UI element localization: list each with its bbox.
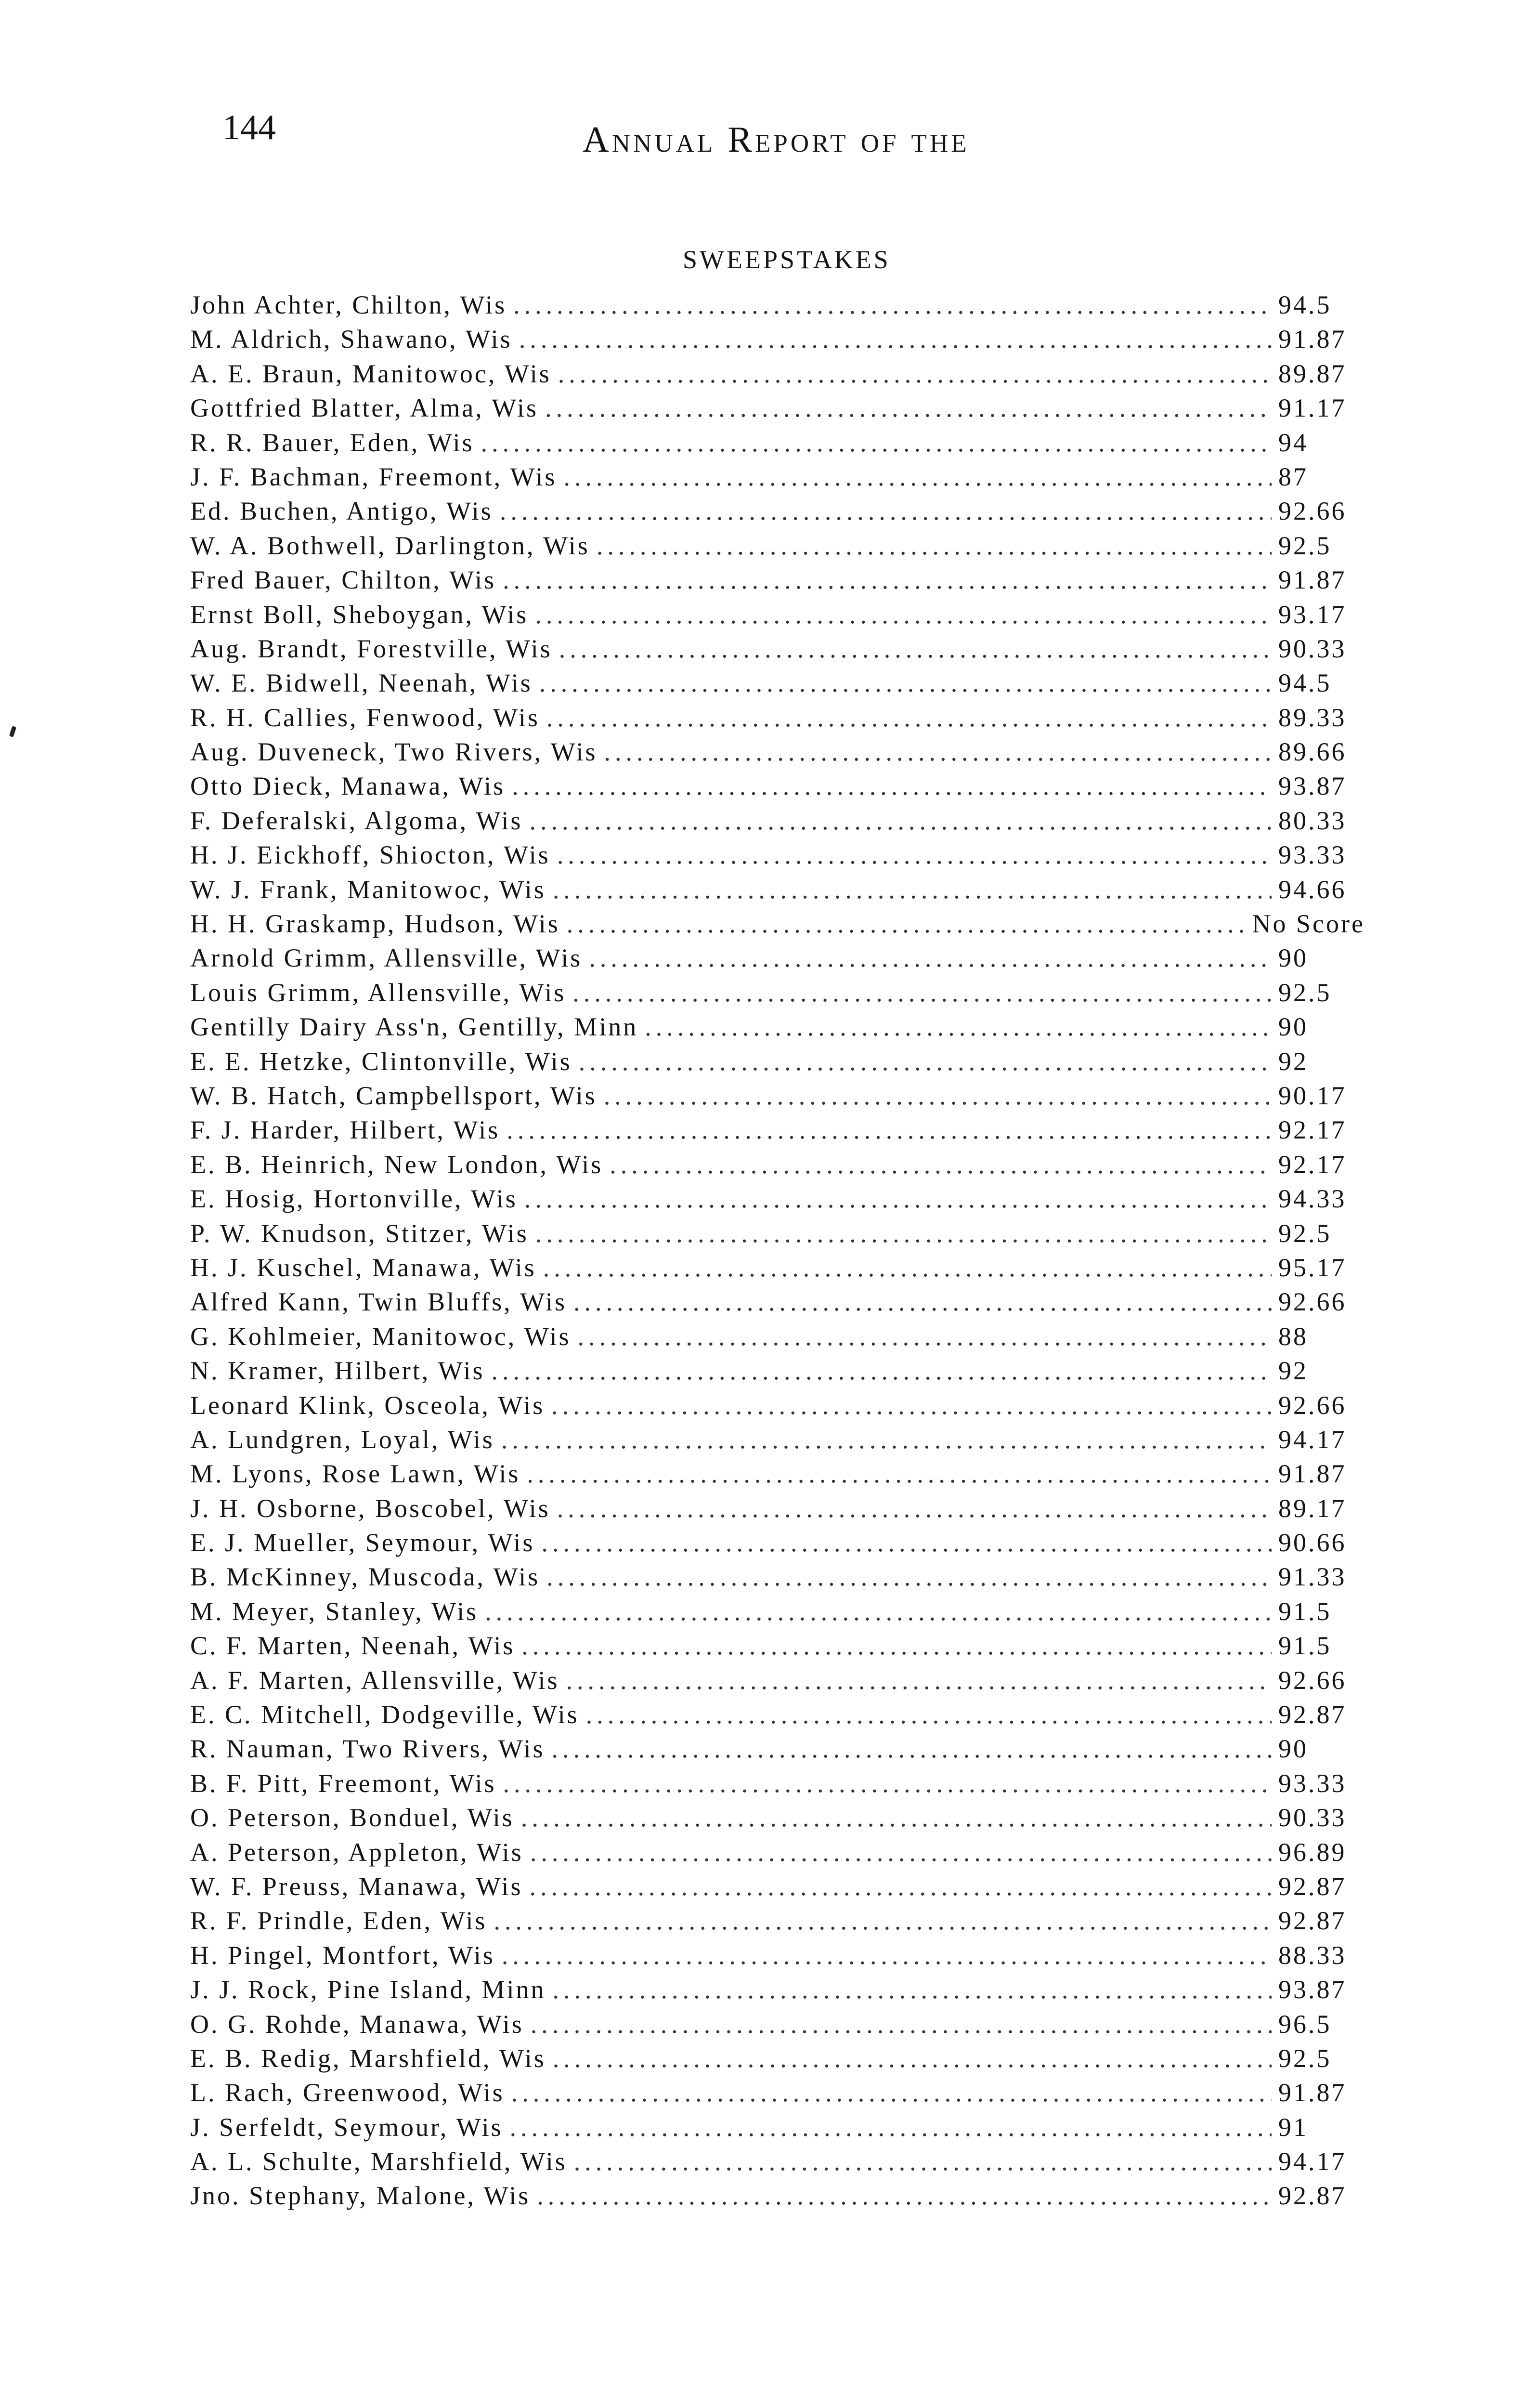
entry-name: L. Rach, Greenwood, Wis — [190, 2078, 505, 2107]
list-item — [190, 2078, 1365, 2112]
entry-name: H. Pingel, Montfort, Wis — [190, 1940, 495, 1970]
dot-leader — [597, 531, 1272, 561]
entry-name: W. J. Frank, Manitowoc, Wis — [190, 875, 546, 904]
dot-leader — [521, 1803, 1272, 1832]
entry-name: M. Meyer, Stanley, Wis — [190, 1597, 479, 1626]
dot-leader — [529, 806, 1272, 836]
dot-leader — [557, 840, 1272, 870]
dot-leader — [527, 1459, 1272, 1489]
list-item — [190, 1700, 1365, 1734]
entry-name: E. E. Hetzke, Clintonville, Wis — [190, 1047, 572, 1076]
entry-score: 90.33 — [1278, 1803, 1347, 1832]
list-item — [190, 1287, 1365, 1321]
entry-name: Aug. Brandt, Forestville, Wis — [190, 634, 552, 663]
entry-name: P. W. Knudson, Stitzer, Wis — [190, 1218, 529, 1248]
entry-name: M. Lyons, Rose Lawn, Wis — [190, 1459, 520, 1489]
entry-score: 92.87 — [1278, 2181, 1347, 2211]
entry-score: 91 — [1278, 2112, 1308, 2142]
list-item — [190, 1150, 1365, 1184]
dot-leader — [645, 1012, 1272, 1042]
dot-leader — [552, 1734, 1272, 1764]
list-item — [190, 1734, 1365, 1768]
dot-leader — [503, 565, 1272, 595]
entry-name: John Achter, Chilton, Wis — [190, 290, 507, 319]
entry-name: F. J. Harder, Hilbert, Wis — [190, 1115, 500, 1145]
list-item — [190, 1665, 1365, 1700]
list-item — [190, 1012, 1365, 1046]
dot-leader — [492, 1356, 1272, 1386]
dot-leader — [510, 2112, 1272, 2142]
entry-name: A. L. Schulte, Marshfield, Wis — [190, 2147, 567, 2176]
list-item — [190, 1356, 1365, 1390]
entry-name: Alfred Kann, Twin Bluffs, Wis — [190, 1287, 567, 1317]
list-item — [190, 1837, 1365, 1871]
entry-score: 94.5 — [1278, 290, 1332, 319]
list-item — [190, 1322, 1365, 1356]
dot-leader — [553, 1975, 1272, 2004]
entry-name: Arnold Grimm, Allensville, Wis — [190, 943, 583, 973]
entry-name: J. H. Osborne, Boscobel, Wis — [190, 1493, 550, 1523]
entry-name: Jno. Stephany, Malone, Wis — [190, 2181, 531, 2211]
dot-leader — [553, 875, 1272, 904]
dot-leader — [543, 1253, 1272, 1283]
entry-score: 92.66 — [1278, 1287, 1347, 1317]
dot-leader — [500, 496, 1272, 526]
list-item — [190, 909, 1365, 943]
list-item — [190, 324, 1365, 358]
dot-leader — [485, 1597, 1272, 1626]
entry-name: Gottfried Blatter, Alma, Wis — [190, 393, 539, 423]
page-number: 144 — [222, 108, 276, 147]
entry-score: 94.66 — [1278, 875, 1347, 904]
entry-name: E. B. Heinrich, New London, Wis — [190, 1150, 603, 1179]
entry-score: 92 — [1278, 1047, 1308, 1076]
entry-name: F. Deferalski, Algoma, Wis — [190, 806, 523, 835]
entry-name: Louis Grimm, Allensville, Wis — [190, 978, 566, 1007]
entry-score: 91.5 — [1278, 1631, 1332, 1661]
entry-score: 90 — [1278, 943, 1308, 973]
entry-score: 91.17 — [1278, 393, 1347, 423]
entry-name: Aug. Duveneck, Two Rivers, Wis — [190, 737, 598, 767]
entry-name: R. H. Callies, Fenwood, Wis — [190, 703, 540, 732]
list-item — [190, 1218, 1365, 1253]
entry-score: 88.33 — [1278, 1940, 1347, 1970]
list-item — [190, 1081, 1365, 1115]
dot-leader — [535, 1218, 1272, 1248]
dot-leader — [610, 1150, 1272, 1179]
dot-leader — [521, 1631, 1272, 1661]
entry-name: W. B. Hatch, Campbellsport, Wis — [190, 1081, 597, 1110]
entry-name: W. F. Preuss, Manawa, Wis — [190, 1871, 523, 1901]
list-item — [190, 290, 1365, 324]
dot-leader — [545, 393, 1272, 423]
entry-name: A. Lundgren, Loyal, Wis — [190, 1425, 494, 1454]
dot-leader — [537, 2181, 1272, 2211]
entry-name: J. F. Bachman, Freemont, Wis — [190, 462, 557, 491]
entry-score: 94 — [1278, 428, 1308, 457]
entry-name: J. Serfeldt, Seymour, Wis — [190, 2112, 503, 2142]
entry-name: H. H. Graskamp, Hudson, Wis — [190, 909, 560, 939]
entry-name: Otto Dieck, Manawa, Wis — [190, 772, 506, 801]
entry-name: O. Peterson, Bonduel, Wis — [190, 1803, 514, 1832]
dot-leader — [579, 1047, 1272, 1076]
list-item — [190, 1493, 1365, 1528]
entry-name: Leonard Klink, Osceola, Wis — [190, 1390, 545, 1420]
dot-leader — [546, 703, 1272, 733]
entry-score: 92.17 — [1278, 1115, 1347, 1145]
entry-score: 93.33 — [1278, 1768, 1347, 1798]
entry-score: 93.87 — [1278, 772, 1347, 801]
entry-score: 92.87 — [1278, 1871, 1347, 1901]
entry-score: 91.33 — [1278, 1562, 1347, 1592]
entry-score: 92 — [1278, 1356, 1308, 1386]
entry-score: 89.33 — [1278, 703, 1347, 732]
list-item — [190, 1597, 1365, 1631]
entry-score: 92.66 — [1278, 1665, 1347, 1695]
entry-name: A. F. Marten, Allensville, Wis — [190, 1665, 559, 1695]
entry-score: 89.87 — [1278, 359, 1347, 388]
dot-leader — [558, 359, 1272, 389]
dot-leader — [566, 1665, 1272, 1695]
entry-score: 91.5 — [1278, 1597, 1332, 1626]
list-item — [190, 393, 1365, 427]
section-title: SWEEPSTAKES — [683, 245, 891, 274]
entry-name: M. Aldrich, Shawano, Wis — [190, 325, 512, 354]
entry-score: 91.87 — [1278, 565, 1347, 595]
dot-leader — [531, 2009, 1272, 2039]
dot-leader — [481, 428, 1272, 458]
dot-leader — [586, 1700, 1272, 1729]
dot-leader — [519, 324, 1272, 354]
list-item — [190, 1253, 1365, 1287]
list-item — [190, 2112, 1365, 2146]
dot-leader — [557, 1493, 1272, 1523]
list-item — [190, 806, 1365, 840]
entry-score: 90.66 — [1278, 1528, 1347, 1557]
entry-name: R. R. Bauer, Eden, Wis — [190, 428, 474, 457]
dot-leader — [530, 1837, 1272, 1867]
list-item — [190, 2146, 1365, 2181]
sweepstakes-list — [190, 290, 1365, 2215]
entry-name: B. F. Pitt, Freemont, Wis — [190, 1768, 496, 1798]
entry-name: A. Peterson, Appleton, Wis — [190, 1837, 523, 1867]
entry-score: 94.5 — [1278, 668, 1332, 698]
entry-score: 92.5 — [1278, 978, 1332, 1007]
entry-score: 90.33 — [1278, 634, 1347, 663]
list-item — [190, 1528, 1365, 1562]
list-item — [190, 462, 1365, 496]
dot-leader — [503, 1768, 1272, 1798]
entry-score: 93.17 — [1278, 600, 1347, 629]
list-item — [190, 1631, 1365, 1665]
entry-name: J. J. Rock, Pine Island, Minn — [190, 1975, 546, 2004]
list-item — [190, 1975, 1365, 2009]
entry-score: 88 — [1278, 1322, 1308, 1351]
dot-leader — [567, 909, 1246, 939]
entry-name: E. Hosig, Hortonville, Wis — [190, 1184, 518, 1214]
dot-leader — [524, 1184, 1272, 1214]
list-item — [190, 2009, 1365, 2043]
entry-score: 92.87 — [1278, 1906, 1347, 1936]
entry-name: E. B. Redig, Marshfield, Wis — [190, 2043, 546, 2073]
entry-score: 91.87 — [1278, 325, 1347, 354]
entry-name: Fred Bauer, Chilton, Wis — [190, 565, 496, 595]
entry-score: 94.17 — [1278, 2147, 1347, 2176]
entry-score: 80.33 — [1278, 806, 1347, 835]
list-item — [190, 565, 1365, 599]
entry-score: 92.5 — [1278, 1218, 1332, 1248]
dot-leader — [530, 1871, 1272, 1901]
entry-name: O. G. Rohde, Manawa, Wis — [190, 2009, 524, 2039]
entry-name: C. F. Marten, Neenah, Wis — [190, 1631, 515, 1661]
entry-score: 91.87 — [1278, 2078, 1347, 2107]
running-head: Annual Report of the — [583, 119, 970, 160]
dot-leader — [572, 978, 1272, 1008]
list-item — [190, 943, 1365, 977]
list-item — [190, 978, 1365, 1012]
list-item — [190, 600, 1365, 634]
entry-score: 90 — [1278, 1012, 1308, 1042]
dot-leader — [501, 1425, 1272, 1454]
list-item — [190, 668, 1365, 702]
list-item — [190, 1768, 1365, 1803]
list-item — [190, 428, 1365, 462]
entry-name: H. J. Eickhoff, Shiocton, Wis — [190, 840, 550, 870]
list-item — [190, 737, 1365, 771]
entry-score: 92.66 — [1278, 497, 1347, 526]
entry-name: Gentilly Dairy Ass'n, Gentilly, Minn — [190, 1012, 638, 1042]
list-item — [190, 1047, 1365, 1081]
entry-score: 92.87 — [1278, 1700, 1347, 1729]
entry-name: H. J. Kuschel, Manawa, Wis — [190, 1253, 536, 1282]
dot-leader — [512, 771, 1272, 801]
entry-score: 89.66 — [1278, 737, 1347, 767]
entry-name: Ernst Boll, Sheboygan, Wis — [190, 600, 529, 629]
list-item — [190, 2181, 1365, 2215]
dot-leader — [551, 1390, 1272, 1420]
entry-name: R. F. Prindle, Eden, Wis — [190, 1906, 487, 1936]
list-item — [190, 1184, 1365, 1218]
dot-leader — [539, 668, 1272, 698]
entry-score: 92.5 — [1278, 531, 1332, 560]
dot-leader — [535, 600, 1272, 629]
dot-leader — [511, 2078, 1272, 2107]
list-item — [190, 1459, 1365, 1493]
entry-score: 93.33 — [1278, 840, 1347, 870]
entry-score: 94.33 — [1278, 1184, 1347, 1214]
list-item — [190, 634, 1365, 668]
entry-name: G. Kohlmeier, Manitowoc, Wis — [190, 1322, 571, 1351]
dot-leader — [507, 1115, 1272, 1145]
entry-name: W. E. Bidwell, Neenah, Wis — [190, 668, 533, 698]
dot-leader — [574, 2146, 1272, 2176]
entry-name: Ed. Buchen, Antigo, Wis — [190, 497, 493, 526]
entry-name: E. C. Mitchell, Dodgeville, Wis — [190, 1700, 579, 1729]
list-item — [190, 496, 1365, 530]
entry-score: 89.17 — [1278, 1493, 1347, 1523]
dot-leader — [589, 943, 1272, 973]
entry-score: 96.5 — [1278, 2009, 1332, 2039]
list-item — [190, 359, 1365, 393]
dot-leader — [604, 737, 1272, 767]
entry-score: 92.17 — [1278, 1150, 1347, 1179]
list-item — [190, 2043, 1365, 2078]
entry-score: 91.87 — [1278, 1459, 1347, 1489]
dot-leader — [604, 1081, 1272, 1111]
dot-leader — [513, 290, 1272, 320]
entry-name: A. E. Braun, Manitowoc, Wis — [190, 359, 551, 388]
list-item — [190, 1390, 1365, 1425]
entry-name: W. A. Bothwell, Darlington, Wis — [190, 531, 590, 560]
dot-leader — [563, 462, 1272, 492]
entry-score: No Score — [1252, 909, 1365, 939]
dot-leader — [559, 634, 1272, 664]
entry-score: 92.66 — [1278, 1390, 1347, 1420]
list-item — [190, 1562, 1365, 1596]
entry-score: 95.17 — [1278, 1253, 1347, 1282]
list-item — [190, 1906, 1365, 1940]
dot-leader — [546, 1562, 1272, 1592]
entry-name: N. Kramer, Hilbert, Wis — [190, 1356, 485, 1386]
list-item — [190, 1425, 1365, 1459]
entry-score: 93.87 — [1278, 1975, 1347, 2004]
entry-score: 96.89 — [1278, 1837, 1347, 1867]
entry-name: E. J. Mueller, Seymour, Wis — [190, 1528, 535, 1557]
entry-score: 92.5 — [1278, 2043, 1332, 2073]
list-item — [190, 840, 1365, 874]
list-item — [190, 1940, 1365, 1975]
list-item — [190, 771, 1365, 805]
dot-leader — [578, 1322, 1272, 1351]
list-item — [190, 703, 1365, 737]
dot-leader — [553, 2043, 1272, 2073]
list-item — [190, 531, 1365, 565]
list-item — [190, 875, 1365, 909]
dot-leader — [541, 1528, 1272, 1557]
entry-name: B. McKinney, Muscoda, Wis — [190, 1562, 540, 1592]
entry-score: 90 — [1278, 1734, 1308, 1764]
margin-mark — [9, 726, 16, 737]
entry-score: 87 — [1278, 462, 1308, 491]
dot-leader — [502, 1940, 1272, 1970]
entry-score: 90.17 — [1278, 1081, 1347, 1110]
list-item — [190, 1115, 1365, 1149]
dot-leader — [573, 1287, 1272, 1317]
dot-leader — [494, 1906, 1272, 1936]
list-item — [190, 1871, 1365, 1906]
list-item — [190, 1803, 1365, 1837]
entry-name: R. Nauman, Two Rivers, Wis — [190, 1734, 545, 1764]
entry-score: 94.17 — [1278, 1425, 1347, 1454]
